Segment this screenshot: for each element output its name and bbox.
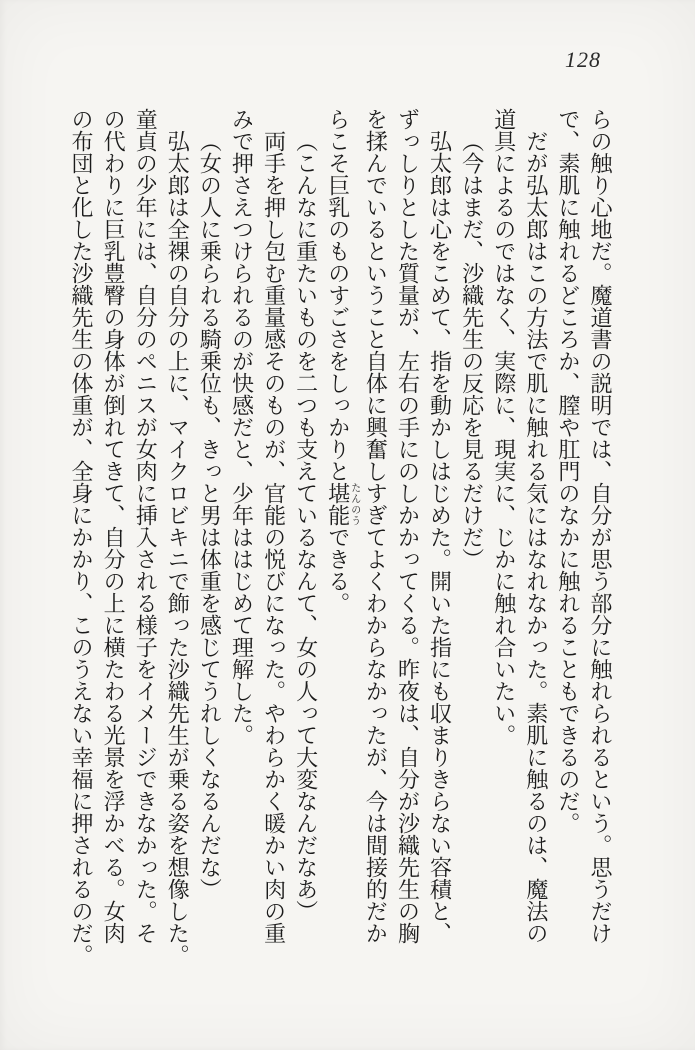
text-line: みで押さえつけられるのが快感だと、少年ははじめて理解した。 xyxy=(229,108,255,746)
text-line: の布団と化した沙織先生の体重が、全身にかかり、このうえない幸福に押されるのだ。 xyxy=(69,108,94,966)
text-line: 道具によるのではなく、実際に、現実に、じかに触れ合いたい。 xyxy=(491,108,517,746)
text-line: ずっしりとした質量が、左右の手にのしかかってくる。昨夜は、自分が沙織先生の胸 xyxy=(395,108,421,944)
text-line: 童貞の少年には、自分のペニスが女肉に挿入される様子をイメージできなかった。そ xyxy=(133,108,159,944)
text-line: （今はまだ、沙織先生の反応を見るだけだ） xyxy=(459,130,485,570)
text-line: （女の人に乗られる騎乗位も、きっと男は体重を感じてうれしくなるんだな） xyxy=(197,130,223,900)
text-line: の代わりに巨乳豊臀の身体が倒れてきて、自分の上に横たわる光景を浮かべる。女肉 xyxy=(101,108,127,944)
text-line: 弘太郎は全裸の自分の上に、マイクロビキニで飾った沙織先生が乗る姿を想像した。 xyxy=(165,130,191,966)
text-line: で、素肌に触れるどころか、膣や肛門のなかに触れることもできるのだ。 xyxy=(555,108,581,834)
text-line: （こんなに重たいものを二つも支えているなんて、女の人って大変なんだなあ） xyxy=(293,130,319,922)
vertical-text-block xyxy=(69,108,616,966)
text-line: 弘太郎は心をこめて、指を動かしはじめた。開いた指にも収まりきらない容積と、 xyxy=(427,130,453,944)
text-line: だが弘太郎はこの方法で肌に触れる気にはなれなかった。素肌に触るのは、魔法の xyxy=(523,130,549,944)
text-line: らこそ巨乳のものすごさをしっかりと堪能たんのうできる。 xyxy=(325,108,360,614)
text-line: らの触り心地だ。魔道書の説明では、自分が思う部分に触れられるという。思うだけ xyxy=(588,108,613,944)
furigana: 堪能たんのう xyxy=(325,482,360,526)
text-line: 両手を押し包む重量感そのものが、官能の悦びになった。やわらかく暖かい肉の重 xyxy=(261,130,287,944)
text-line: を揉んでいるということ自体に興奮しすぎてよくわからなかったが、今は間接的だか xyxy=(363,108,389,944)
page-number: 128 xyxy=(565,47,601,72)
